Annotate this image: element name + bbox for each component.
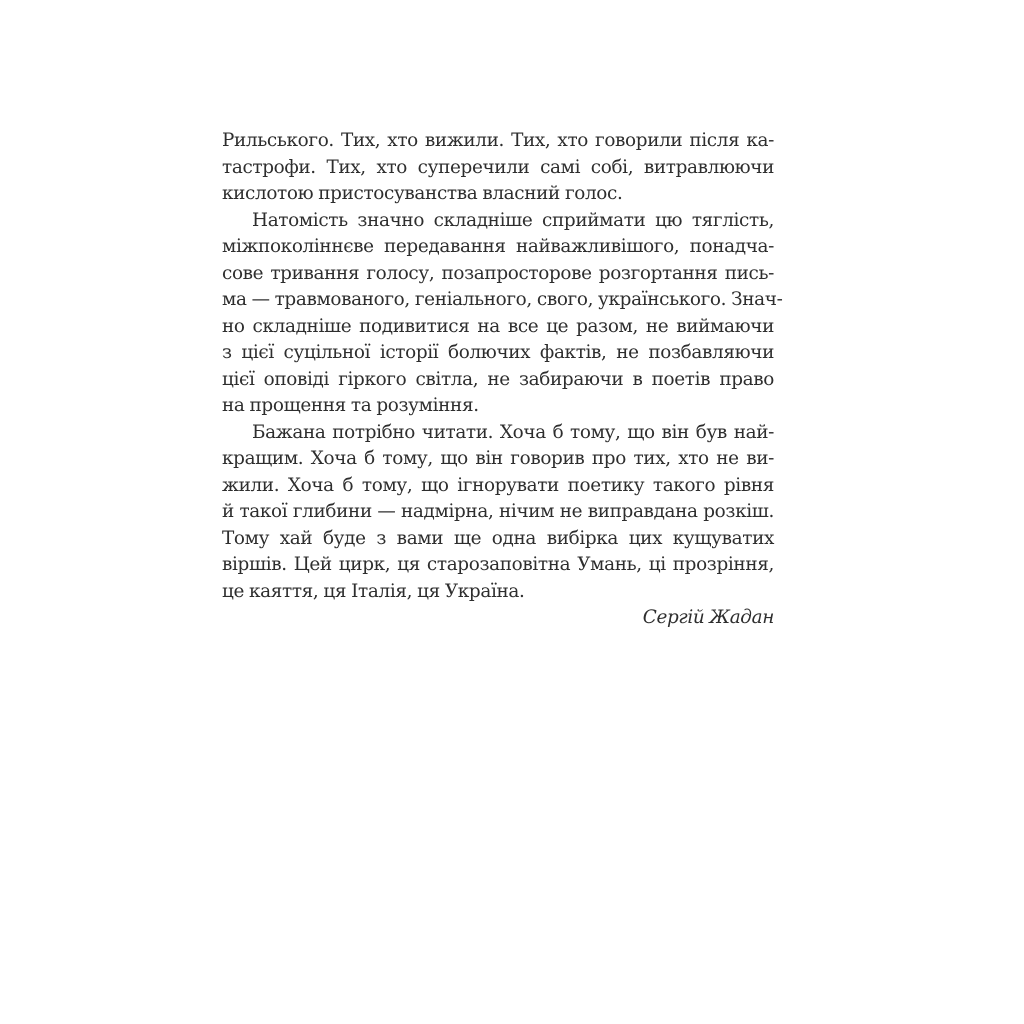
- text-line: й такої глибини — надмірна, нічим не виправдана розкіш.: [222, 501, 774, 522]
- text-line: кислотою пристосуванства власний голос.: [222, 183, 623, 204]
- text-line: тастрофи. Тих, хто суперечили самі собі, витравлюючи: [222, 156, 774, 178]
- book-page-text: [222, 128, 783, 632]
- text-line: кращим. Хоча б тому, що він говорив про тих, хто не ви-: [222, 448, 774, 469]
- text-line: ма — травмованого, геніального, свого, українського. Знач-: [222, 289, 783, 310]
- text-line: з цієї суцільної історії болючих фактів, не позбавляючи: [222, 342, 774, 363]
- text-line: сове тривання голосу, позапросторове розгортання пись-: [222, 262, 774, 284]
- text-line: Тому хай буде з вами ще одна вибірка цих кущуватих: [222, 527, 774, 549]
- text-line: жили. Хоча б тому, що ігнорувати поетику такого рівня: [222, 474, 774, 496]
- paragraph-2: [222, 208, 783, 420]
- text-line: це каяття, ця Італія, ця Україна.: [222, 580, 525, 602]
- text-line: цієї оповіді гіркого світла, не забираючи в поетів право: [222, 368, 774, 390]
- text-line: Натомість значно складніше сприймати цю тяглість,: [252, 209, 774, 231]
- text-line: Рильського. Тих, хто вижили. Тих, хто говорили після ка-: [222, 130, 774, 151]
- paragraph-3: [222, 420, 774, 606]
- text-line: Бажана потрібно читати. Хоча б тому, що він був най-: [252, 421, 774, 443]
- text-line: віршів. Цей цирк, ця старозаповітна Умань, ці прозріння,: [222, 554, 774, 575]
- paragraph-1: [222, 128, 774, 208]
- text-line: міжпоколіннєве передавання найважливішого, понадча-: [222, 236, 774, 257]
- text-line: на прощення та розуміння.: [222, 395, 479, 416]
- author-signature: Сергій Жадан: [642, 607, 774, 628]
- text-line: но складніше подивитися на все це разом, не виймаючи: [222, 315, 774, 337]
